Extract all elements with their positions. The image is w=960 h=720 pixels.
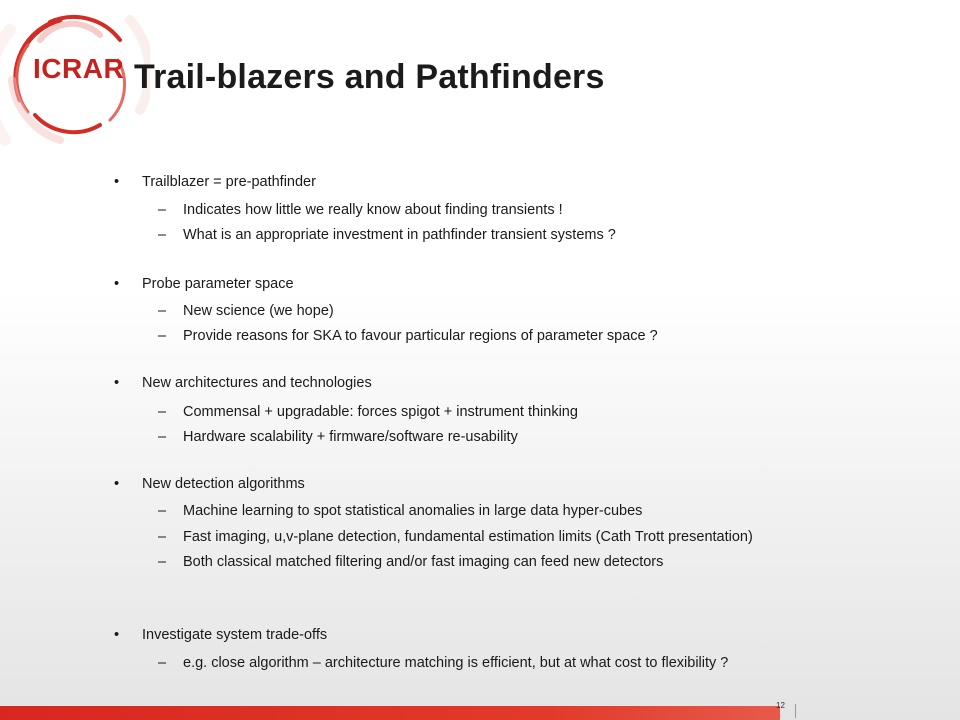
sub-bullet-text: Commensal + upgradable: forces spigot + instrument thinking [183, 404, 578, 420]
sub-bullet-dash: – [158, 202, 167, 218]
icrar-logo [0, 0, 150, 180]
sub-bullet-text: e.g. close algorithm – architecture matching is efficient, but at what cost to flexibility ? [183, 655, 729, 671]
bullet-item [114, 276, 294, 292]
sub-bullet-item [158, 404, 578, 420]
bullet-dot: • [114, 276, 120, 292]
bullet-item [114, 627, 327, 643]
sub-bullet-item [158, 227, 616, 243]
sub-bullet-dash: – [158, 328, 167, 344]
sub-bullet-item [158, 328, 658, 344]
sub-bullet-item [158, 202, 563, 218]
page-number: 12 [776, 701, 785, 710]
bullet-text: New detection algorithms [142, 476, 305, 492]
sub-bullet-text: Machine learning to spot statistical anomalies in large data hyper-cubes [183, 503, 643, 519]
sub-bullet-text: Both classical matched filtering and/or fast imaging can feed new detectors [183, 554, 664, 570]
bullet-text: New architectures and technologies [142, 375, 372, 391]
sub-bullet-text: Provide reasons for SKA to favour particular regions of parameter space ? [183, 328, 658, 344]
sub-bullet-dash: – [158, 404, 167, 420]
footer-bar [0, 706, 780, 720]
sub-bullet-item [158, 429, 518, 445]
bullet-dot: • [114, 476, 120, 492]
sub-bullet-dash: – [158, 554, 167, 570]
bullet-item [114, 375, 372, 391]
slide-title: Trail-blazers and Pathfinders [134, 58, 605, 96]
logo-text: ICRAR [33, 53, 125, 84]
page-divider [795, 704, 796, 718]
sub-bullet-item [158, 529, 753, 545]
sub-bullet-dash: – [158, 503, 167, 519]
sub-bullet-item [158, 554, 663, 570]
sub-bullet-text: What is an appropriate investment in pathfinder transient systems ? [183, 227, 616, 243]
bullet-dot: • [114, 627, 120, 643]
bullet-text: Probe parameter space [142, 276, 294, 292]
sub-bullet-text: Fast imaging, u,v-plane detection, fundamental estimation limits (Cath Trott presentation) [183, 529, 753, 545]
bullet-dot: • [114, 375, 120, 391]
sub-bullet-dash: – [158, 655, 167, 671]
bullet-text: Investigate system trade-offs [142, 627, 328, 643]
sub-bullet-text: New science (we hope) [183, 303, 334, 319]
sub-bullet-dash: – [158, 429, 167, 445]
bullet-dot: • [114, 174, 120, 190]
sub-bullet-text: Hardware scalability + firmware/software re-usability [183, 429, 518, 445]
sub-bullet-dash: – [158, 227, 167, 243]
sub-bullet-dash: – [158, 529, 167, 545]
bullet-item [114, 476, 305, 492]
logo-swirl-graphic [0, 0, 150, 180]
sub-bullet-item [158, 503, 642, 519]
sub-bullet-text: Indicates how little we really know about finding transients ! [183, 202, 563, 218]
sub-bullet-dash: – [158, 303, 167, 319]
bullet-text: Trailblazer = pre-pathfinder [142, 174, 316, 190]
sub-bullet-item [158, 655, 728, 671]
sub-bullet-item [158, 303, 334, 319]
bullet-item [114, 174, 316, 190]
